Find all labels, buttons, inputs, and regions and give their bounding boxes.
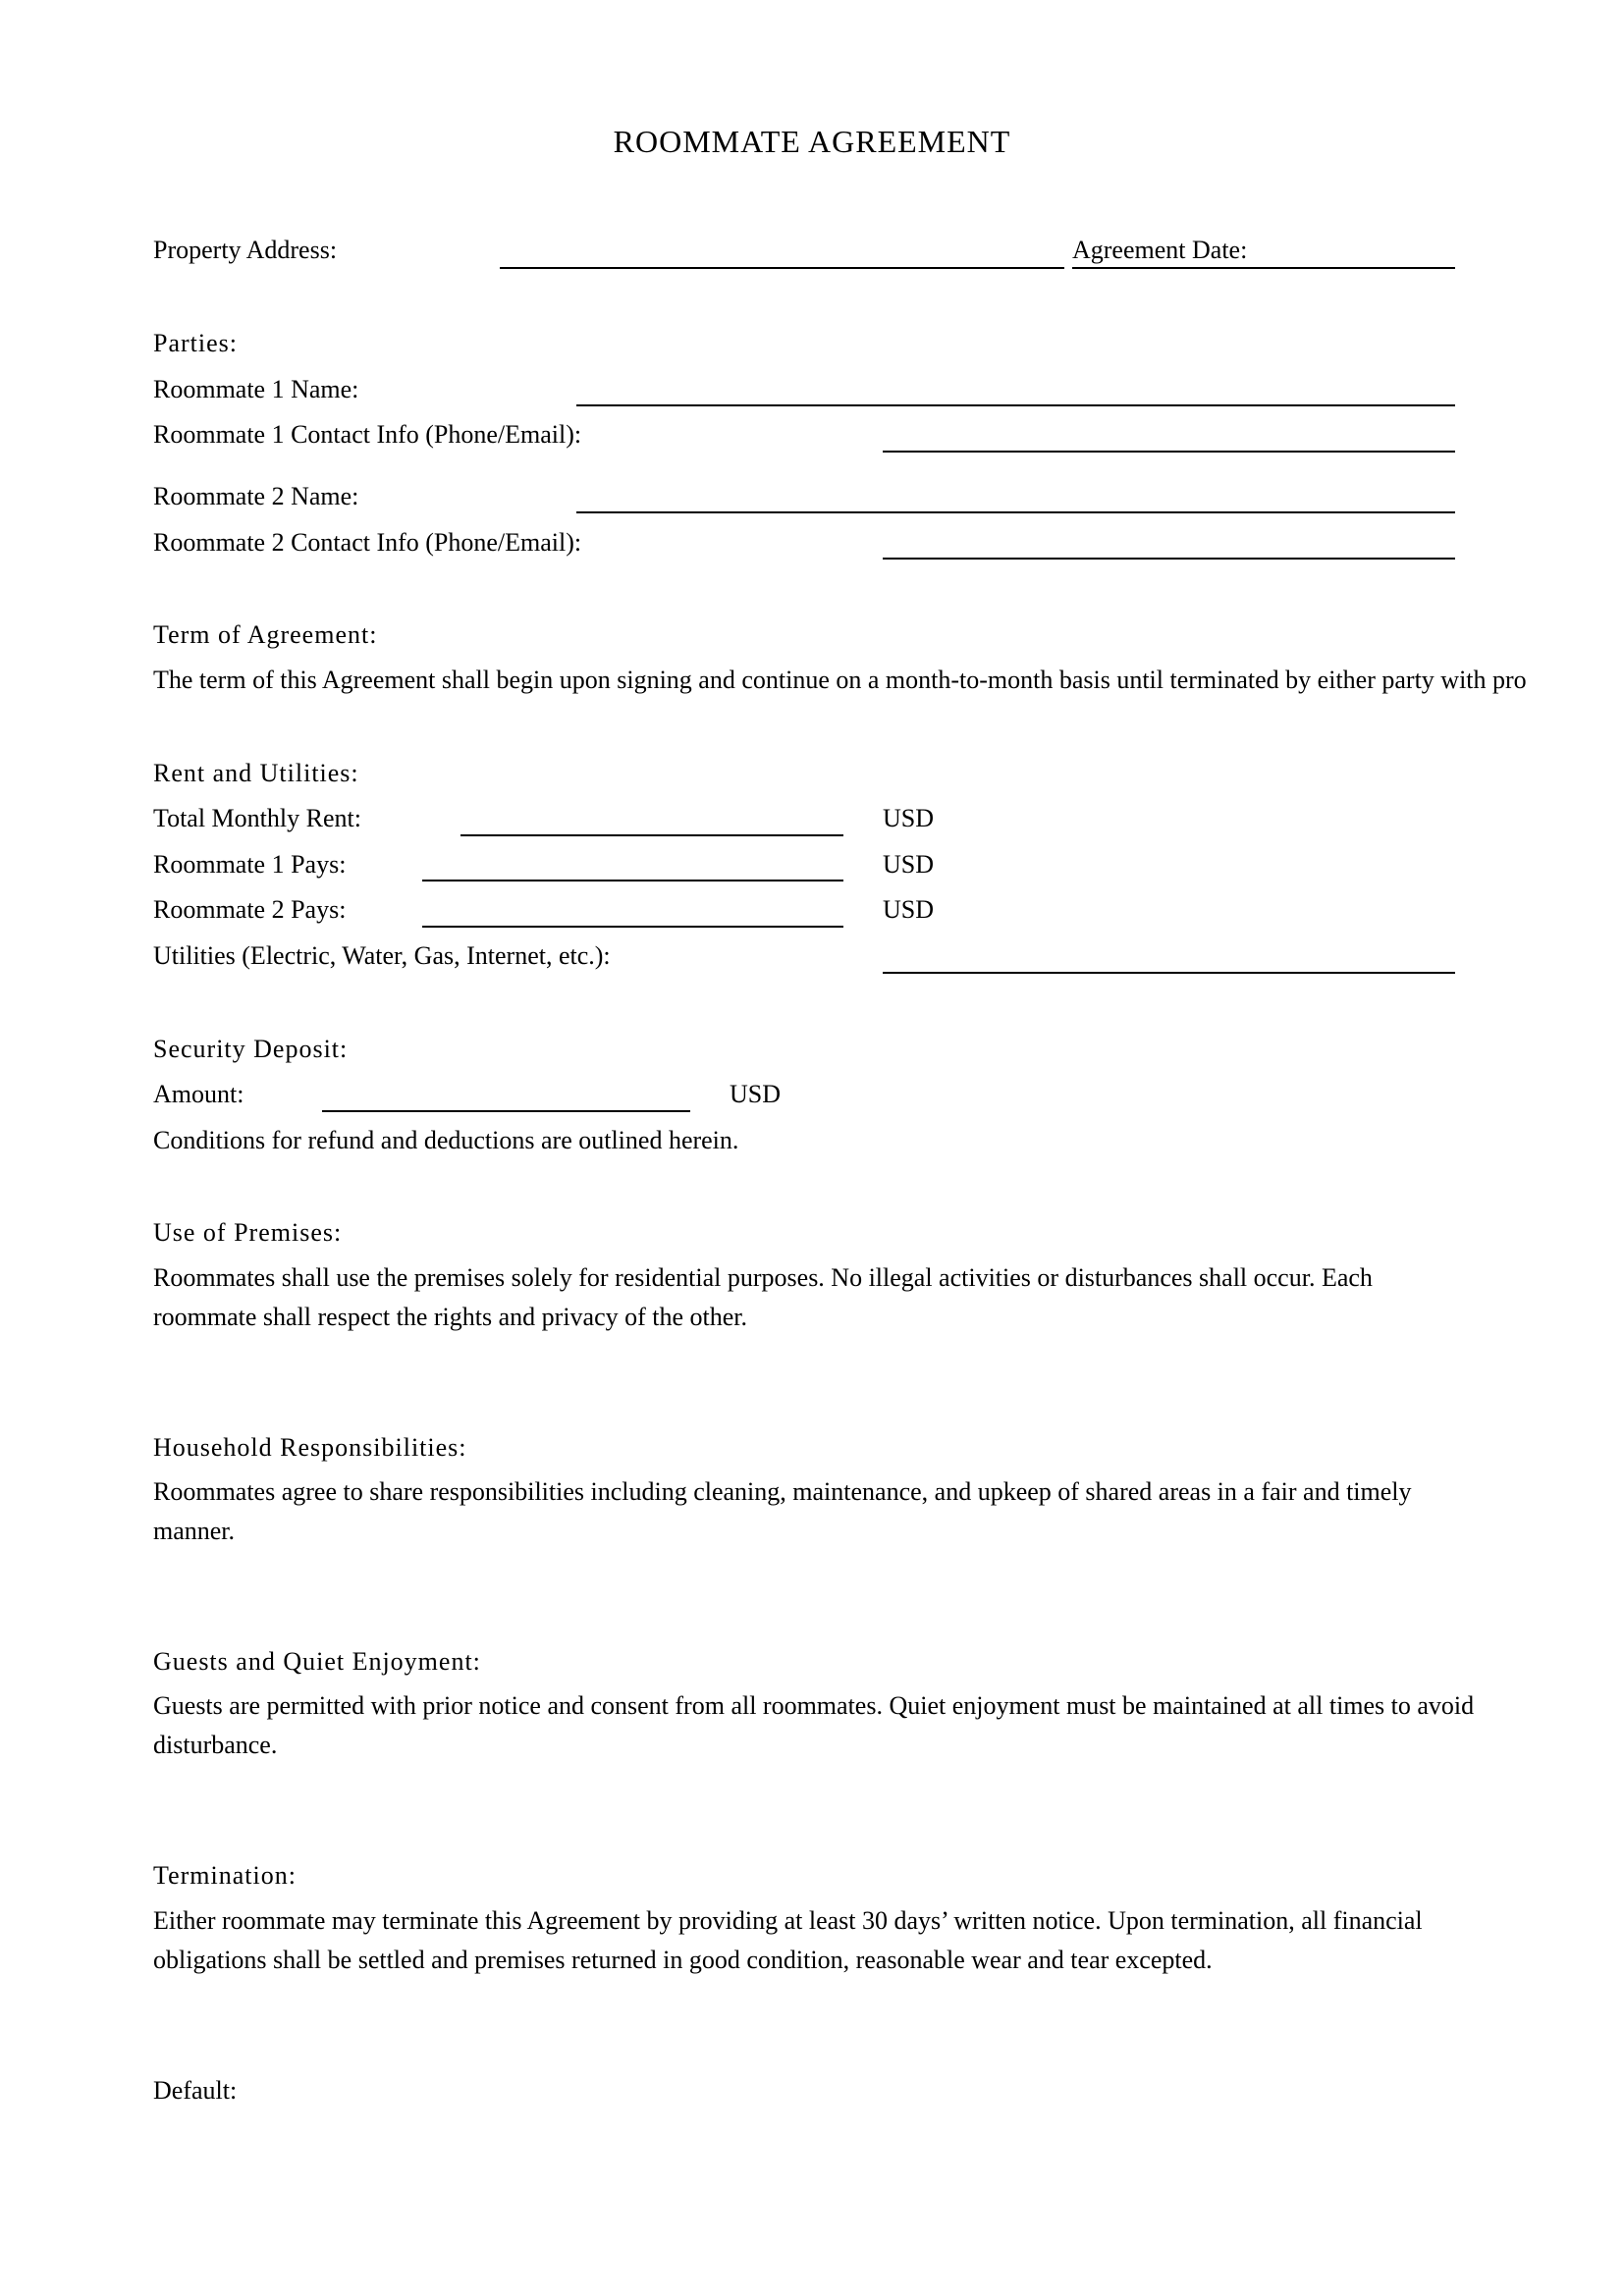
deposit-amount-field[interactable] (322, 1110, 690, 1112)
utilities-field[interactable] (883, 972, 1455, 974)
roommate2-pays-field[interactable] (422, 926, 843, 928)
deposit-heading: Security Deposit: (153, 1035, 349, 1063)
roommate1-name-field[interactable] (576, 404, 1455, 406)
roommate1-pays-field[interactable] (422, 880, 843, 881)
total-rent-label: Total Monthly Rent: (153, 804, 361, 832)
parties-heading: Parties: (153, 329, 238, 357)
termination-heading: Termination: (153, 1861, 297, 1890)
agreement-date-field[interactable] (1072, 267, 1455, 269)
termination-text: Either roommate may terminate this Agreement by providing at least 30 days’ written notice. Upon termination, all financial obligations shall be settled and premises returned in good condition, reasonable wear and tear excepted. (153, 1906, 1423, 1974)
utilities-label: Utilities (Electric, Water, Gas, Internet, etc.): (153, 941, 611, 970)
rent-heading: Rent and Utilities: (153, 759, 359, 787)
term-heading: Term of Agreement: (153, 620, 378, 649)
term-text: The term of this Agreement shall begin upon signing and continue on a month-to-month basis until terminated by either party with pro (153, 666, 1527, 694)
roommate1-name-label: Roommate 1 Name: (153, 375, 359, 403)
roommate2-contact-field[interactable] (883, 558, 1455, 560)
property-address-field[interactable] (500, 267, 1064, 269)
roommate2-contact-label: Roommate 2 Contact Info (Phone/Email): (153, 528, 582, 557)
roommate1-contact-field[interactable] (883, 451, 1455, 453)
agreement-date-label: Agreement Date: (1072, 236, 1248, 264)
deposit-note: Conditions for refund and deductions are outlined herein. (153, 1126, 739, 1154)
total-rent-field[interactable] (460, 834, 843, 836)
use-of-premises-heading: Use of Premises: (153, 1218, 343, 1247)
deposit-amount-label: Amount: (153, 1080, 244, 1108)
roommate2-name-label: Roommate 2 Name: (153, 482, 359, 510)
roommate2-pays-currency: USD (883, 895, 935, 924)
default-heading: Default: (153, 2076, 238, 2105)
deposit-currency: USD (730, 1080, 782, 1108)
guests-text: Guests are permitted with prior notice and consent from all roommates. Quiet enjoyment must be maintained at all times to avoid disturbance. (153, 1691, 1475, 1759)
use-of-premises-text: Roommates shall use the premises solely for residential purposes. No illegal activities or disturbances shall occur. Each roommate shall respect the rights and privacy of the other. (153, 1263, 1373, 1331)
household-text: Roommates agree to share responsibilities including cleaning, maintenance, and upkeep of shared areas in a fair and timely manner. (153, 1477, 1412, 1545)
roommate1-pays-currency: USD (883, 850, 935, 879)
roommate1-pays-label: Roommate 1 Pays: (153, 850, 347, 879)
guests-heading: Guests and Quiet Enjoyment: (153, 1647, 481, 1676)
total-rent-currency: USD (883, 804, 935, 832)
roommate1-contact-label: Roommate 1 Contact Info (Phone/Email): (153, 420, 582, 449)
roommate2-name-field[interactable] (576, 511, 1455, 513)
household-heading: Household Responsibilities: (153, 1433, 467, 1462)
roommate2-pays-label: Roommate 2 Pays: (153, 895, 347, 924)
property-address-label: Property Address: (153, 236, 338, 264)
document-title: ROOMMATE AGREEMENT (613, 124, 1011, 159)
